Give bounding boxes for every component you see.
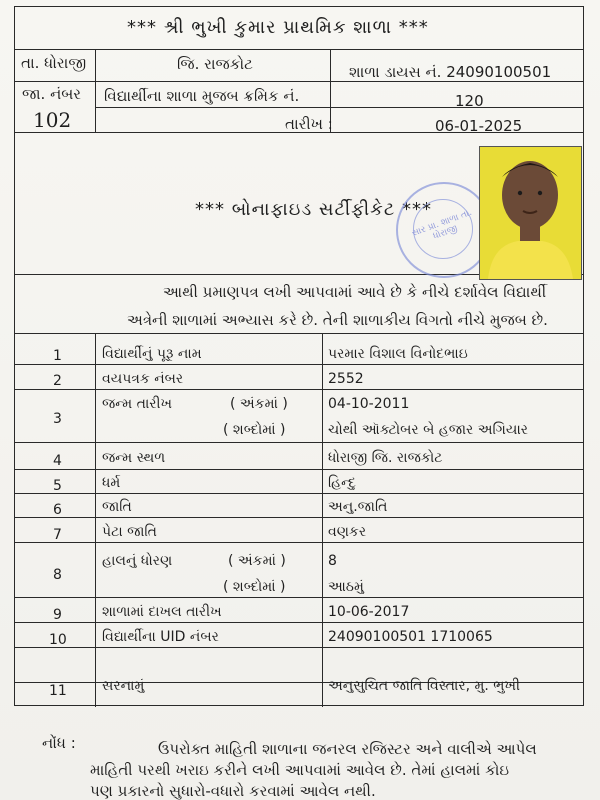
row-3-value: 04-10-2011: [328, 396, 410, 412]
note-line-3: પણ પ્રકારનો સુધારો-વધારો કરવામાં આવેલ નથી.: [90, 782, 376, 800]
row-4-label: જન્મ સ્થળ: [102, 450, 166, 466]
row-5-value: હિન્દુ: [328, 475, 356, 491]
row-11-no: 11: [49, 683, 67, 699]
row-8-sub2: ( શબ્દોમાં ): [223, 579, 286, 595]
row-8-value: 8: [328, 553, 337, 569]
note-label: નોંધ :: [42, 734, 76, 752]
row-9-no: 9: [53, 607, 62, 623]
row-2-label: વયપત્રક નંબર: [102, 371, 184, 387]
certificate-frame: [14, 6, 584, 706]
row-9-value: 10-06-2017: [328, 604, 410, 620]
row-1-value: પરમાર વિશાલ વિનોદભાઇ: [328, 346, 468, 362]
row-7-label: પેટા જાતિ: [102, 524, 157, 540]
row-3-label: જન્મ તારીખ: [102, 396, 173, 412]
row-4-value: ધોરાજી જિ. રાજકોટ: [328, 450, 443, 466]
row-8-sub1: ( અંકમાં ): [228, 553, 286, 569]
district-text: જિ. રાજકોટ: [177, 55, 253, 73]
row-1-label: વિદ્યાર્થીનું પૂરૂ નામ: [102, 346, 202, 362]
row-7-value: વણકર: [328, 524, 367, 540]
row-10-value: 24090100501 1710065: [328, 629, 493, 645]
row-7-no: 7: [53, 527, 62, 543]
note-line-2: માહિતી પરથી ખરાઇ કરીને લખી આપવામાં આવેલ છે. તેમાં હાલમાં કોઇ: [90, 761, 510, 779]
taluka-label: તા. ધોરાજી: [21, 54, 87, 72]
dise-number: શાળા ડાયસ નં. 24090100501: [349, 63, 552, 81]
ja-number-label: જા. નંબર: [22, 85, 82, 103]
certificate-title: *** બોનાફાઇડ સર્ટીફીકેટ ***: [195, 199, 433, 220]
row-8-label: હાલનું ધોરણ: [102, 553, 173, 569]
stamp-text: સાર પ્રા. શાળા તા. ધોરાજી: [410, 207, 474, 242]
date-value: 06-01-2025: [435, 117, 523, 135]
row-8-no: 8: [53, 567, 62, 583]
school-stamp: [396, 182, 492, 278]
row-11-value: અનુસુચિત જાતિ વિસ્તાર, મુ. ભુખી: [328, 678, 520, 694]
note-line-1: ઉપરોક્ત માહિતી શાળાના જનરલ રજિસ્ટર અને વાલીએ આપેલ: [158, 740, 537, 758]
row-6-label: જાતિ: [102, 499, 132, 515]
row-8-value2: આઠમું: [328, 579, 364, 595]
row-3-sub2: ( શબ્દોમાં ): [223, 422, 286, 438]
intro-line-2: અત્રેની શાળામાં અભ્યાસ કરે છે. તેની શાળાકીય વિગતો નીચે મુજબ છે.: [127, 311, 548, 329]
row-3-sub1: ( અંકમાં ): [230, 396, 288, 412]
row-6-value: અનુ.જાતિ: [328, 499, 388, 515]
row-2-no: 2: [53, 373, 62, 389]
row-9-label: શાળામાં દાખલ તારીખ: [102, 604, 222, 620]
school-name: *** શ્રી ભુખી કુમાર પ્રાથમિક શાળા ***: [127, 17, 429, 38]
student-photo: [479, 146, 582, 280]
row-6-no: 6: [53, 502, 62, 518]
row-11-label: સરનામું: [102, 678, 145, 694]
ja-number-value: 102: [33, 108, 72, 132]
row-3-no: 3: [53, 411, 62, 427]
row-3-value2: ચોથી ઑક્ટોબર બે હજાર અગિયાર: [328, 422, 529, 438]
row-5-no: 5: [53, 478, 62, 494]
row-4-no: 4: [53, 453, 62, 469]
school-serial-label: વિદ્યાર્થીના શાળા મુજબ ક્રમિક નં.: [104, 87, 300, 105]
intro-line-1: આથી પ્રમાણપત્ર લખી આપવામાં આવે છે કે નીચે દર્શાવેલ વિદ્યાર્થી: [163, 283, 547, 301]
row-10-no: 10: [49, 632, 67, 648]
row-5-label: ધર્મ: [102, 475, 121, 491]
row-10-label: વિદ્યાર્થીના UID નંબર: [102, 629, 219, 645]
date-label: તારીખ :: [285, 115, 333, 133]
row-1-no: 1: [53, 348, 62, 364]
row-2-value: 2552: [328, 371, 364, 387]
school-serial-value: 120: [455, 92, 484, 110]
